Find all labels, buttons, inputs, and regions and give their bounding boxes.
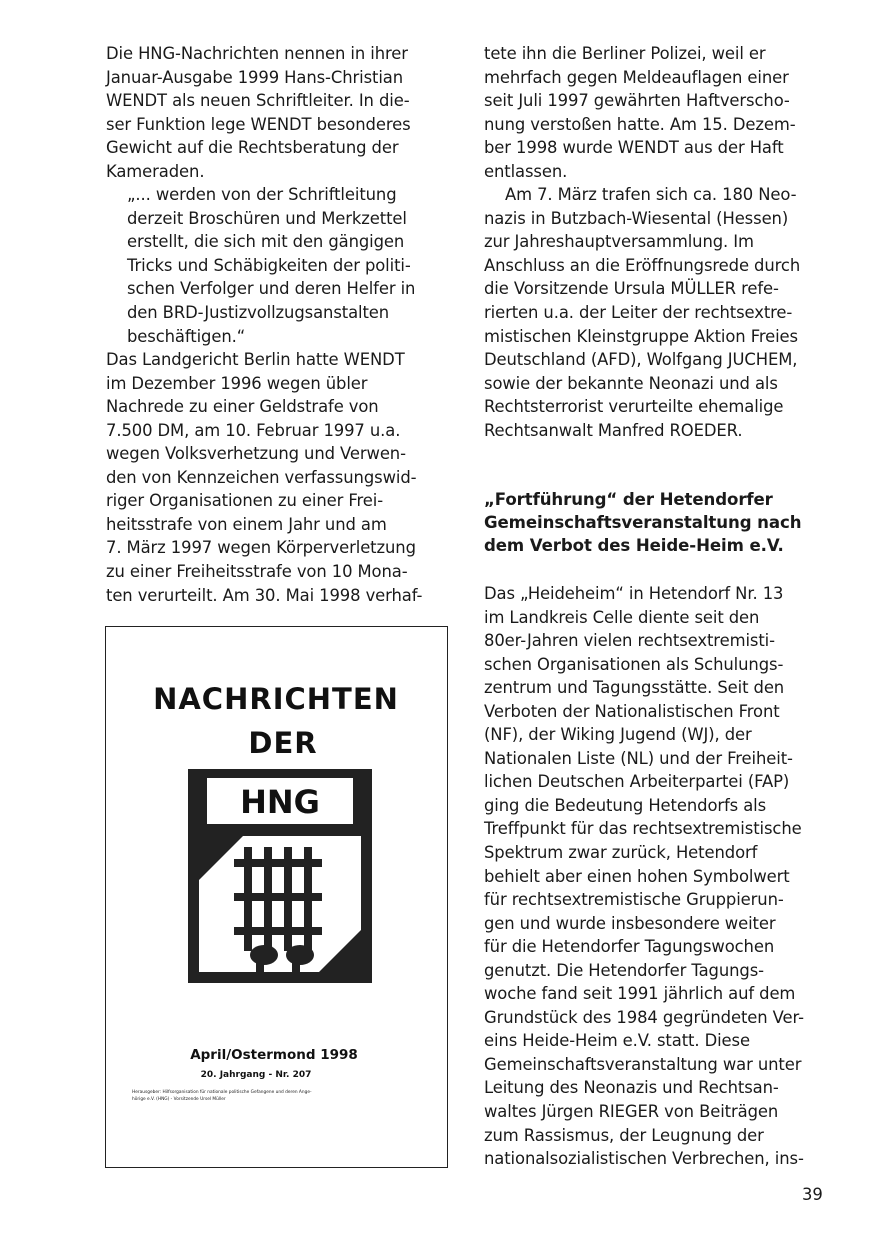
text-line: Kameraden. <box>106 161 205 181</box>
text-line: tete ihn die Berliner Polizei, weil er <box>484 44 766 63</box>
paragraph <box>484 582 804 1171</box>
text-line: den von Kennzeichen verfassungswid- <box>106 467 417 487</box>
text-line: Das „Heideheim“ in Hetendorf Nr. 13 <box>484 584 784 603</box>
text-line: riger Organisationen zu einer Frei- <box>106 491 384 511</box>
page-number: 39 <box>802 1185 823 1204</box>
text-line: Anschluss an die Eröffnungsrede durch <box>484 255 801 275</box>
text-line: Rechtsanwalt Manfred ROEDER. <box>484 420 743 440</box>
text-line: Leitung des Neonazis und Rechtsan- <box>484 1078 779 1098</box>
text-line: für die Hetendorfer Tagungswochen <box>484 937 775 957</box>
text-line: Spektrum zwar zurück, Hetendorf <box>484 843 758 863</box>
paragraph <box>106 42 451 183</box>
text-line: Deutschland (AFD), Wolfgang JUCHEM, <box>484 350 798 370</box>
cover-title-line2: DER <box>248 726 318 760</box>
text-line: lichen Deutschen Arbeiterpartei (FAP) <box>484 772 790 792</box>
text-line: nazis in Butzbach-Wiesental (Hessen) <box>484 208 789 228</box>
text-line: sowie der bekannte Neonazi und als <box>484 373 778 393</box>
text-line: ging die Bedeutung Hetendorfs als <box>484 795 767 815</box>
text-line: Verboten der Nationalistischen Front <box>484 701 780 721</box>
text-line: Gewicht auf die Rechtsberatung der <box>106 138 399 158</box>
quote-line: „... werden von der Schriftleitung <box>127 185 397 205</box>
text-line: zu einer Freiheitsstrafe von 10 Mona- <box>106 562 408 582</box>
text-line: Das Landgericht Berlin hatte WENDT <box>106 350 405 370</box>
publisher-line: hörige e.V. (HNG) - Vorsitzende Ursel Müller <box>132 1097 226 1102</box>
text-line: wegen Volksverhetzung und Verwen- <box>106 444 406 464</box>
cover-drawing <box>106 627 447 1167</box>
right-column <box>484 42 829 1182</box>
text-line: Januar-Ausgabe 1999 Hans-Christian <box>106 67 404 87</box>
text-line: nung verstoßen hatte. Am 15. Dezem- <box>484 114 796 134</box>
quote-line: schen Verfolger und deren Helfer in <box>127 279 416 299</box>
heading-line: „Fortführung“ der Hetendorfer <box>484 490 773 509</box>
text-line: die Vorsitzende Ursula MÜLLER refe- <box>484 279 779 299</box>
text-line: 7.500 DM, am 10. Februar 1997 u.a. <box>106 420 401 440</box>
text-line: 7. März 1997 wegen Körperverletzung <box>106 538 416 558</box>
text-line: (NF), der Wiking Jugend (WJ), der <box>484 725 752 745</box>
text-line: heitsstrafe von einem Jahr und am <box>106 514 387 534</box>
paragraph <box>484 183 829 442</box>
text-line: Grundstück des 1984 gegründeten Ver- <box>484 1007 804 1027</box>
text-line: gen und wurde insbesondere weiter <box>484 913 776 933</box>
text-line: Treffpunkt für das rechtsextremistische <box>484 819 802 839</box>
text-line: rierten u.a. der Leiter der rechtsextre- <box>484 303 793 323</box>
text-line: eins Heide-Heim e.V. statt. Diese <box>484 1031 750 1051</box>
quote-line: erstellt, die sich mit den gängigen <box>127 232 405 252</box>
text-line: zur Jahreshauptversammlung. Im <box>484 232 754 252</box>
text-line: seit Juli 1997 gewährten Haftverscho- <box>484 91 790 111</box>
text-line: schen Organisationen als Schulungs- <box>484 654 784 674</box>
text-line: Rechtsterrorist verurteilte ehemalige <box>484 397 784 417</box>
quote-line: Tricks und Schäbigkeiten der politi- <box>127 255 411 275</box>
text-line: Die HNG-Nachrichten nennen in ihrer <box>106 44 408 63</box>
block-quote <box>106 183 451 348</box>
text-line: Nachrede zu einer Geldstrafe von <box>106 397 379 417</box>
text-line: 80er-Jahren vielen rechtsextremisti- <box>484 631 775 651</box>
text-line: waltes Jürgen RIEGER von Beiträgen <box>484 1102 779 1122</box>
text-line: im Dezember 1996 wegen übler <box>106 373 368 393</box>
text-line: Am 7. März trafen sich ca. 180 Neo- <box>505 185 797 205</box>
cover-title-line1: NACHRICHTEN <box>153 682 399 716</box>
text-line: genutzt. Die Hetendorfer Tagungs- <box>484 960 764 980</box>
paragraph <box>106 348 451 607</box>
text-line: ser Funktion lege WENDT besonderes <box>106 114 411 134</box>
text-line: Nationalen Liste (NL) und der Freiheit- <box>484 748 793 768</box>
text-line: behielt aber einen hohen Symbolwert <box>484 866 790 886</box>
paragraph <box>484 42 829 183</box>
text-line: Gemeinschaftsveranstaltung war unter <box>484 1054 802 1074</box>
text-line: mistischen Kleinstgruppe Aktion Freies <box>484 326 798 346</box>
text-line: entlassen. <box>484 161 568 181</box>
text-line: für rechtsextremistische Gruppierun- <box>484 890 784 910</box>
heading-line: Gemeinschaftsveranstaltung nach <box>484 513 802 532</box>
logo-text: HNG <box>240 783 320 821</box>
text-line: ten verurteilt. Am 30. Mai 1998 verhaf- <box>106 585 423 605</box>
newsletter-cover-image <box>105 626 448 1168</box>
issue-number: 20. Jahrgang - Nr. 207 <box>200 1070 312 1080</box>
text-line: zentrum und Tagungsstätte. Seit den <box>484 678 785 698</box>
text-line: woche fand seit 1991 jährlich auf dem <box>484 984 796 1004</box>
text-line: nationalsozialistischen Verbrechen, ins- <box>484 1149 804 1169</box>
issue-date: April/Ostermond 1998 <box>190 1047 358 1063</box>
hng-logo <box>188 769 372 983</box>
text-line: mehrfach gegen Meldeauflagen einer <box>484 67 789 87</box>
text-line: zum Rassismus, der Leugnung der <box>484 1125 764 1145</box>
text-line: im Landkreis Celle diente seit den <box>484 607 760 627</box>
quote-line: derzeit Broschüren und Merkzettel <box>127 208 407 228</box>
heading-line: dem Verbot des Heide-Heim e.V. <box>484 536 784 555</box>
publisher-line: Herausgeber: Hilfsorganisation für nationale politische Gefangene und deren Ange- <box>132 1090 312 1095</box>
left-column <box>106 42 451 607</box>
quote-line: den BRD-Justizvollzugsanstalten <box>127 303 390 323</box>
text-line: ber 1998 wurde WENDT aus der Haft <box>484 138 784 158</box>
text-line: WENDT als neuen Schriftleiter. In die- <box>106 91 410 111</box>
section-heading <box>484 488 801 557</box>
quote-line: beschäftigen.“ <box>127 326 246 346</box>
